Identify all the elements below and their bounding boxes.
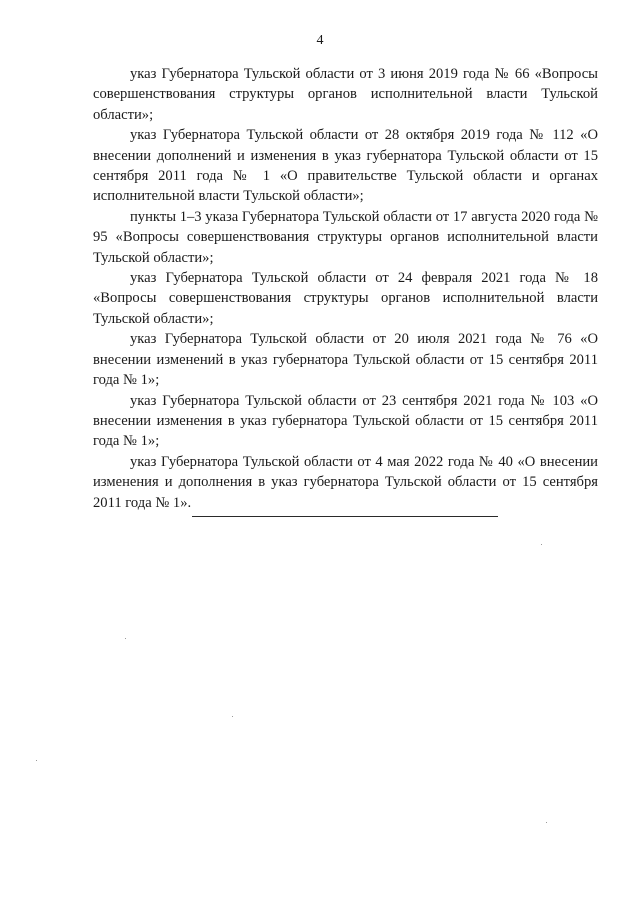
- closing-separator-line: [192, 516, 498, 517]
- decree-item-2019-10-28: указ Губернатора Тульской области от 28 октября 2019 года № 112 «О внесении дополнений и изменения в указ губернатора Тульской области от 15 сентября 2011 года № 1 «О правительстве Тульской области и органах исполнительной власти Тульской области»;: [93, 127, 598, 205]
- scan-speck: [232, 716, 233, 717]
- decree-item-2021-09-23: указ Губернатора Тульской области от 23 сентября 2021 года № 103 «О внесении изменения в указ губернатора Тульской области от 15 сентября 2011 года № 1»;: [93, 392, 598, 450]
- scan-speck: [546, 822, 547, 823]
- decree-item-2021-02-24: указ Губернатора Тульской области от 24 февраля 2021 года № 18 «Вопросы совершенствования структуры органов исполнительной власти Тульской области»;: [93, 270, 598, 327]
- decree-item-2021-07-20: указ Губернатора Тульской области от 20 июля 2021 года № 76 «О внесении изменений в указ губернатора Тульской области от 15 сентября 2011 года № 1»;: [93, 331, 598, 389]
- scan-speck: [541, 544, 542, 545]
- scan-speck: [36, 760, 37, 761]
- decree-item-2020-08-17: пункты 1–3 указа Губернатора Тульской области от 17 августа 2020 года № 95 «Вопросы совершенствования структуры органов исполнительной власти Тульской области»;: [93, 208, 598, 266]
- document-body: [93, 64, 598, 513]
- page-number: 4: [316, 33, 324, 48]
- scan-speck: [125, 638, 126, 639]
- decree-item-2022-05-04: указ Губернатора Тульской области от 4 мая 2022 года № 40 «О внесении изменения и дополнения в указ губернатора Тульской области от 15 сентября 2011 года № 1».: [93, 453, 598, 511]
- decree-item-2019-06-03: указ Губернатора Тульской области от 3 июня 2019 года № 66 «Вопросы совершенствования структуры органов исполнительной власти Тульской области»;: [93, 66, 598, 123]
